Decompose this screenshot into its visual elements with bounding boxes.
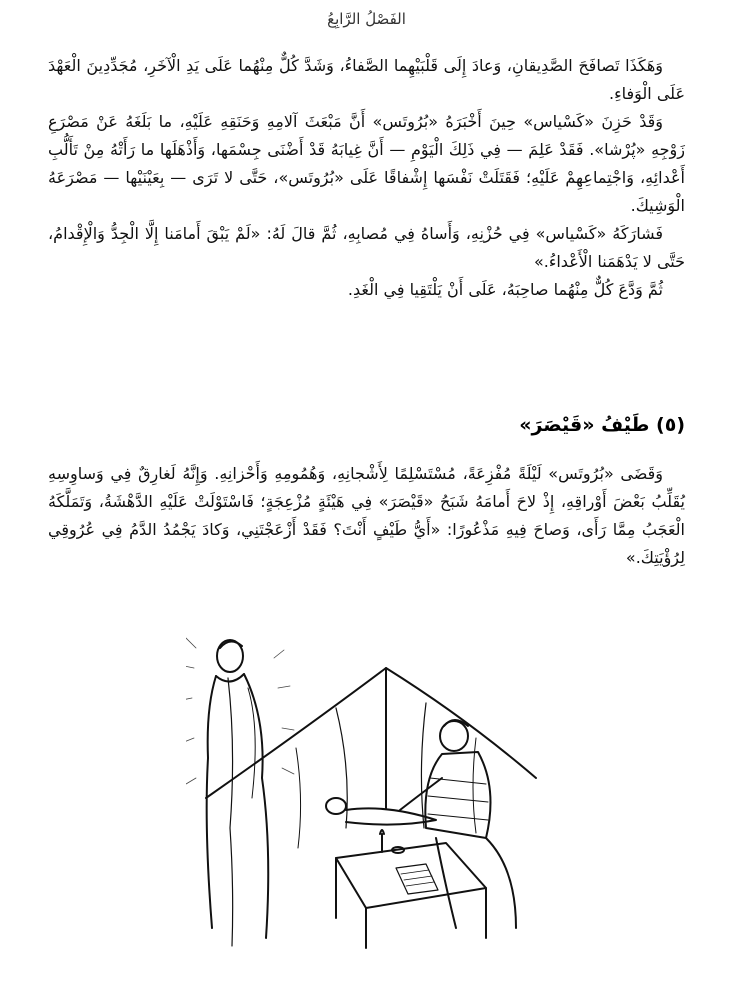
paragraph-reconciliation: وَهَكَذَا تَصافَحَ الصَّدِيقانِ، وَعادَ إِلَى قَلْبَيْهِما الصَّفاءُ، وَشَدَّ كُلٌّ مِنْهُما عَلَى يَدِ الْآخَرِ، مُجَدِّدِينَ الْعَهْدَ عَلَى الْوَفاءِ.: [48, 56, 685, 103]
paragraph-caesar-ghost: وَقَضَى «بُرُوتَس» لَيْلَةً مُفْزِعَةً، مُسْتَسْلِمًا لِأَشْجانِهِ، وَهُمُومِهِ وَأَحْزانِهِ. وَإِنَّهُ لَغارِقٌ فِي وَساوِسِهِ يُقَلِّبُ بَعْضَ أَوْراقِهِ، إِذْ لاحَ أَمامَهُ شَبَحُ «قَيْصَرَ» فِي هَيْئَةٍ مُزْعِجَةٍ؛ فَاسْتَوْلَتْ عَلَيْهِ الدَّهْشَةُ، وَتَمَلَّكَهُ الْعَجَبُ مِمَّا رَأَى، وَصاحَ فِيهِ مَذْعُورًا: «أَيُّ طَيْفٍ أَنْتَ؟ فَقَدْ أَزْعَجْتَنِي، وَكادَ يَجْمُدُ الدَّمُ فِي عُرُوقِي لِرُؤْيَتِكَ.»: [48, 464, 685, 567]
writing-table: [336, 830, 486, 948]
paragraph-portia-death: وَقَدْ حَزِنَ «كَسْياس» حِينَ أَخْبَرَهُ «بُرُوتَس» أَنَّ مَبْعَثَ آلامِهِ وَحَنَقِهِ عَلَيْهِ، ما بَلَغَهُ عَنْ مَصْرَعِ زَوْجِهِ «پُرْشا». فَقَدْ عَلِمَ — فِي ذَلِكَ الْيَوْمِ — أَنَّ غِيابَهُ قَدْ أَضْنَى جِسْمَها، وَأَذْهَلَها ما رَأَتْهُ مِنْ تَأَلُّبِ أَعْدائِهِ، وَاجْتِماعِهِمْ عَلَيْهِ؛ فَقَتَلَتْ نَفْسَها إِشْفاقًا عَلَى «بُرُوتَس»، حَتَّى لا تَرَى — بِعَيْنَيْها — مَصْرَعَهُ الْوَشِيكَ.: [48, 112, 685, 215]
running-head: الفَصْلُ الرَّابِعُ: [327, 10, 406, 28]
brutus-figure: [400, 720, 516, 928]
ghost-of-caesar-illustration: [186, 628, 548, 954]
body-text: [48, 52, 685, 304]
section-heading: (٥) طَيْفُ «قَيْصَرَ»: [519, 414, 685, 436]
paragraph-farewell: ثُمَّ وَدَّعَ كُلٌّ مِنْهُما صاحِبَهُ، عَلَى أَنْ يَلْتَقِيا فِي الْغَدِ.: [347, 280, 663, 299]
tent-outline: [206, 668, 536, 798]
section-text: [48, 460, 685, 572]
paragraph-cassius-consoles: فَشارَكَهُ «كَسْياس» فِي حُزْنِهِ، وَأَساهُ فِي مُصابِهِ، ثُمَّ قالَ لَهُ: «لَمْ يَبْقَ أَمامَنا إِلَّا الْجِدُّ وَالْإِقْدامُ، حَتَّى لا يَدْهَمَنا الْأَعْداءُ.»: [48, 224, 685, 271]
sleeping-figure: [326, 798, 436, 825]
caesar-ghost-figure: [207, 640, 269, 946]
